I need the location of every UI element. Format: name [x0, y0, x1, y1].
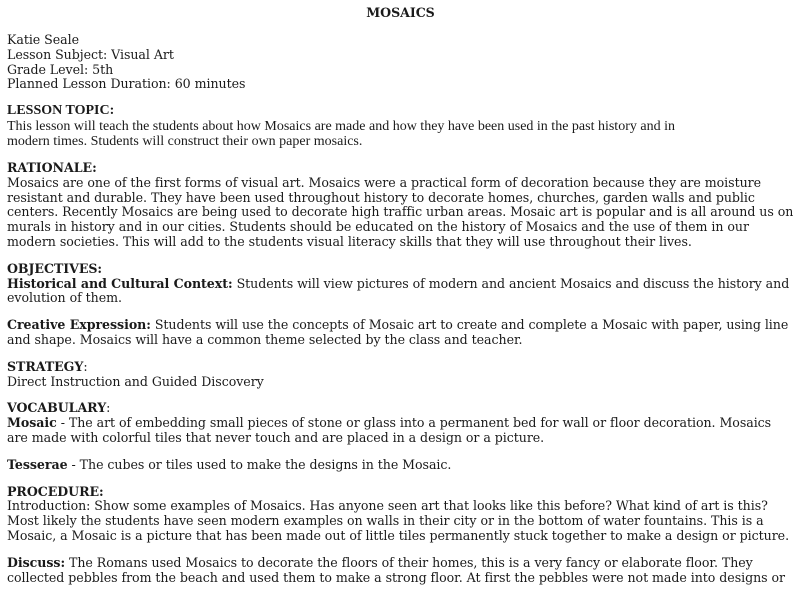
lesson-duration: Planned Lesson Duration: 60 minutes	[7, 76, 246, 92]
heading-colon: :	[106, 400, 111, 416]
section-rationale	[7, 161, 794, 250]
body-line: This lesson will teach the students about how Mosaics are made and how they have been used in the past history and in	[7, 118, 675, 134]
body-text: - The cubes or tiles used to make the designs in the Mosaic.	[67, 456, 452, 472]
vocabulary-item	[7, 458, 794, 473]
body-line: and shape. Mosaics will have a common theme selected by the class and teacher.	[7, 331, 523, 347]
lesson-subject: Lesson Subject: Visual Art	[7, 46, 174, 62]
section-strategy	[7, 360, 794, 390]
section-vocabulary	[7, 401, 794, 472]
objective-item	[7, 318, 794, 348]
heading-text: VOCABULARY	[7, 400, 107, 416]
body-line: modern times. Students will construct their own paper mosaics.	[7, 133, 363, 149]
document-title: MOSAICS	[366, 5, 435, 20]
section-heading	[7, 401, 794, 416]
vocabulary-term: Tesserae	[7, 456, 68, 472]
section-heading: LESSON TOPIC:	[7, 103, 115, 119]
body-line: Introduction: Show some examples of Mosaics. Has anyone seen art that looks like this before? What kind of art is this?	[7, 498, 768, 514]
body-line: evolution of them.	[7, 290, 122, 306]
section-lesson-topic	[7, 104, 794, 149]
section-heading: PROCEDURE:	[7, 483, 104, 499]
procedure-introduction	[7, 499, 794, 543]
body-line: centers. Recently Mosaics are being used to decorate high traffic urban areas. Mosaic art is popular and is all around us on	[7, 204, 794, 220]
section-procedure	[7, 485, 794, 586]
section-objectives	[7, 262, 794, 348]
heading-colon: :	[83, 358, 88, 374]
grade-level: Grade Level: 5th	[7, 61, 114, 77]
objective-term: Historical and Cultural Context:	[7, 275, 233, 291]
body-text: - The art of embedding small pieces of stone or glass into a permanent bed for wall or floor decoration. Mosaics	[56, 415, 772, 431]
body-line: Mosaics are one of the first forms of visual art. Mosaics were a practical form of decoration because they are moisture	[7, 174, 762, 190]
procedure-discuss	[7, 556, 794, 586]
body-line: modern societies. This will add to the students visual literacy skills that they will use throughout their lives.	[7, 233, 692, 249]
heading-text: STRATEGY	[7, 358, 84, 374]
vocabulary-term: Mosaic	[7, 415, 57, 431]
objective-item	[7, 277, 794, 307]
body-line: are made with colorful tiles that never touch and are placed in a design or a picture.	[7, 429, 545, 445]
objective-term: Creative Expression:	[7, 317, 151, 333]
section-heading: RATIONALE:	[7, 159, 97, 175]
body-line: murals in history and in our cities. Students should be educated on the history of Mosaics and the use of them in our	[7, 219, 749, 235]
body-text: Students will view pictures of modern and ancient Mosaics and discuss the history and	[232, 275, 790, 291]
vocabulary-item	[7, 416, 794, 446]
body-line: Direct Instruction and Guided Discovery	[7, 373, 264, 389]
author-name: Katie Seale	[7, 32, 79, 47]
body-line: collected pebbles from the beach and used them to make a strong floor. At first the pebbles were not made into designs or	[7, 569, 786, 585]
body-text: The Romans used Mosaics to decorate the floors of their homes, this is a very fancy or elaborate floor. They	[65, 554, 753, 570]
body-text: Students will use the concepts of Mosaic art to create and complete a Mosaic with paper, using line	[150, 317, 789, 333]
section-heading: OBJECTIVES:	[7, 260, 103, 276]
body-line: resistant and durable. They have been used throughout history to decorate homes, churches, garden walls and public	[7, 189, 755, 205]
header-info	[7, 33, 794, 92]
body-line: Most likely the students have seen modern examples on walls in their city or in the bottom of water fountains. This is a	[7, 513, 764, 529]
section-heading	[7, 360, 794, 375]
discuss-term: Discuss:	[7, 554, 66, 570]
body-line: Mosaic, a Mosaic is a picture that has been made out of little tiles permanently stuck together to make a design or picture.	[7, 527, 790, 543]
